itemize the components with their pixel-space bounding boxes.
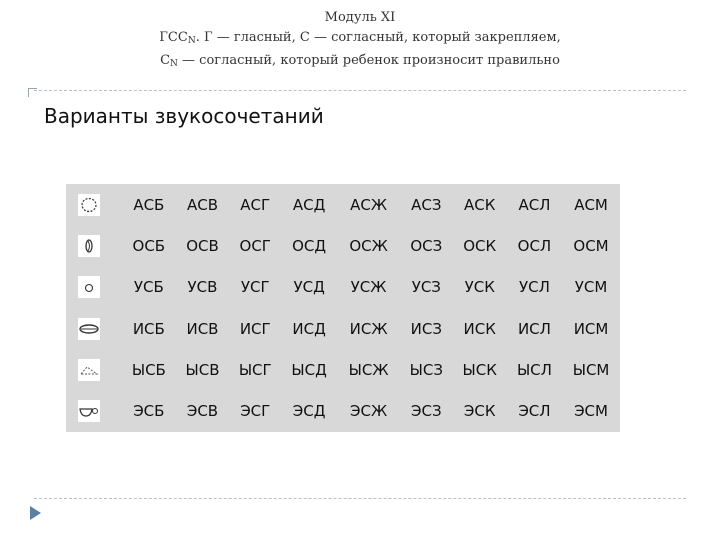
lips-half-open-icon	[78, 400, 100, 422]
syllable-cell: ЭСВ	[186, 402, 219, 421]
next-arrow-icon[interactable]	[30, 506, 41, 520]
syllable-cell: УСЖ	[350, 278, 387, 297]
syllable-cell: ОСЖ	[349, 236, 388, 255]
legend-line-1	[120, 28, 600, 51]
legend-term-2: С	[160, 53, 171, 68]
legend-term-1: ГСС	[159, 30, 188, 45]
syllable-cell: УСЗ	[411, 278, 441, 297]
syllable-cell: УСБ	[133, 278, 164, 297]
syllable-cell: ЭСБ	[133, 402, 165, 421]
row-icon-cell	[66, 391, 122, 432]
bottom-divider	[34, 498, 686, 499]
syllable-cell: ЫСД	[291, 360, 327, 379]
syllable-cell: ИСМ	[573, 319, 609, 338]
syllable-cell: ЫСМ	[572, 360, 610, 379]
syllable-cell: ЫСВ	[185, 360, 220, 379]
syllable-cell: АСЖ	[350, 195, 387, 214]
syllable-cell: УСВ	[187, 278, 218, 297]
syllable-cell: ОСГ	[239, 236, 271, 255]
syllable-cell: УСЛ	[518, 278, 550, 297]
syllable-cell: ОСБ	[132, 236, 166, 255]
syllable-cell: ИСГ	[239, 319, 271, 338]
syllable-cell: ОСЛ	[517, 236, 552, 255]
lips-oval-icon	[78, 235, 100, 257]
syllable-cell: ЭСК	[463, 402, 496, 421]
syllable-cell: ОСМ	[573, 236, 609, 255]
slide-header	[120, 8, 600, 74]
syllable-cell: АСМ	[574, 195, 608, 214]
table-row	[66, 349, 620, 390]
syllable-cell: АСЗ	[411, 195, 442, 214]
lips-open-round-icon	[78, 194, 100, 216]
lips-small-round-icon	[78, 276, 100, 298]
table-row	[66, 267, 620, 308]
syllable-cell: ОСВ	[186, 236, 219, 255]
row-icon-cell	[66, 349, 122, 390]
syllable-cell: УСД	[293, 278, 325, 297]
syllable-cell: ИСВ	[186, 319, 219, 338]
syllable-cell: ЫСБ	[131, 360, 166, 379]
syllable-cell: АСК	[464, 195, 496, 214]
syllable-cell: ЭСГ	[240, 402, 271, 421]
lips-smile-icon	[78, 318, 100, 340]
syllable-cell: ИСК	[463, 319, 496, 338]
table-row	[66, 308, 620, 349]
syllable-cell: ЭСЗ	[411, 402, 442, 421]
legend-text-1: . Г — гласный, С — согласный, который закрепляем,	[195, 30, 561, 45]
table-row	[66, 391, 620, 432]
syllable-cell: УСГ	[240, 278, 270, 297]
syllable-cell: УСМ	[574, 278, 608, 297]
legend-sub-1: N	[187, 36, 196, 46]
syllable-table	[66, 184, 620, 432]
syllable-cell: ИСБ	[132, 319, 165, 338]
row-icon-cell	[66, 225, 122, 266]
row-icon-cell	[66, 267, 122, 308]
legend-sub-2: N	[170, 59, 178, 69]
syllable-cell: ЫСЛ	[516, 360, 552, 379]
table-row	[66, 225, 620, 266]
legend-text-2: — согласный, который ребенок произносит правильно	[177, 53, 560, 68]
syllable-cell: АСЛ	[518, 195, 551, 214]
syllable-cell: УСК	[464, 278, 495, 297]
syllable-cell: ЫСЗ	[409, 360, 443, 379]
syllable-cell: ЭСМ	[574, 402, 608, 421]
legend-line-2	[120, 51, 600, 74]
syllable-cell: ОСЗ	[410, 236, 443, 255]
syllable-cell: ИСЖ	[349, 319, 388, 338]
lips-triangle-icon	[78, 359, 100, 381]
syllable-cell: АСГ	[240, 195, 271, 214]
syllable-cell: ЫСК	[462, 360, 497, 379]
syllable-cell: АСВ	[186, 195, 218, 214]
syllable-cell: ИСЛ	[517, 319, 551, 338]
top-divider	[34, 90, 686, 91]
row-icon-cell	[66, 308, 122, 349]
syllable-cell: ЫСГ	[238, 360, 272, 379]
syllable-cell: ЭСД	[292, 402, 326, 421]
syllable-cell: ИСД	[292, 319, 326, 338]
syllable-cell: АСБ	[133, 195, 165, 214]
syllable-cell: ЭСЖ	[350, 402, 388, 421]
syllable-cell: АСД	[292, 195, 326, 214]
row-icon-cell	[66, 184, 122, 225]
section-title: Варианты звукосочетаний	[44, 104, 324, 128]
syllable-cell: ОСД	[292, 236, 327, 255]
syllable-cell: ОСК	[463, 236, 497, 255]
syllable-cell: ЫСЖ	[348, 360, 389, 379]
module-title: Модуль XI	[324, 10, 396, 25]
table-row	[66, 184, 620, 225]
syllable-cell: ЭСЛ	[518, 402, 551, 421]
syllable-cell: ИСЗ	[410, 319, 442, 338]
